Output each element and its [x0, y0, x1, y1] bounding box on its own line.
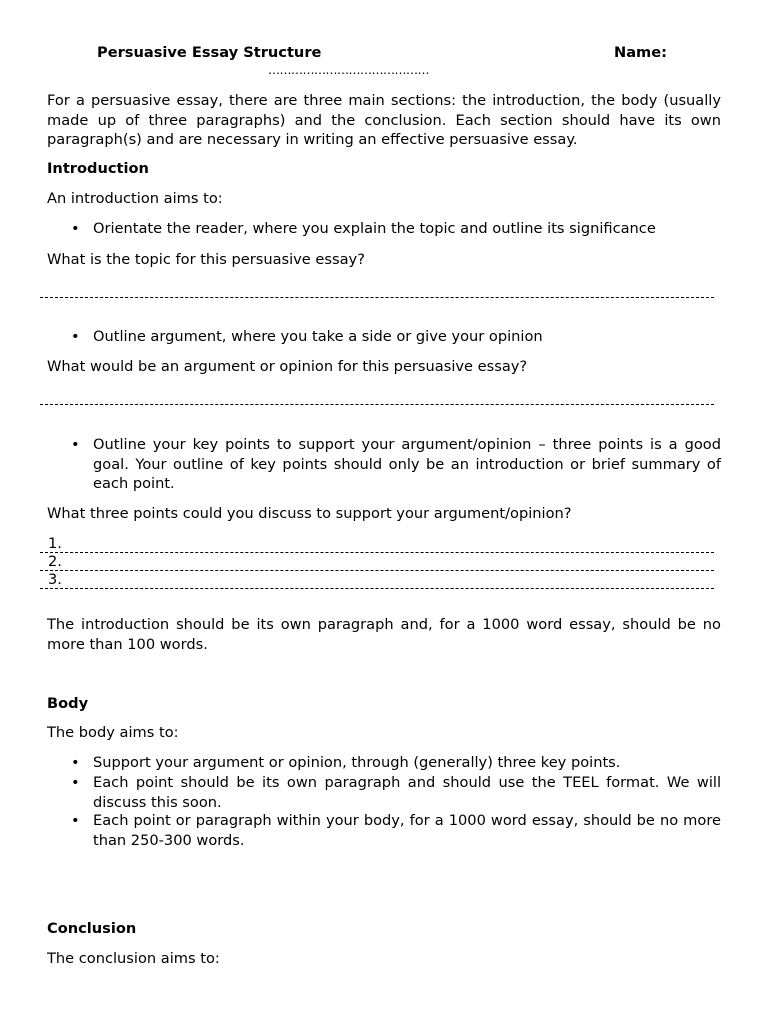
name-dotted-line: …………………………………… [268, 63, 429, 77]
intro-paragraph: For a persuasive essay, there are three main sections: the introduction, the body (usually made up of three paragraphs) and the conclusion. Each section should have its own paragraph(s) and are necessary in writing an effective persuasive essay. [47, 92, 721, 148]
introduction-closing: The introduction should be its own paragraph and, for a 1000 word essay, should be no more than 100 words. [47, 616, 721, 653]
conclusion-lead: The conclusion aims to: [47, 950, 220, 967]
question-topic: What is the topic for this persuasive essay? [47, 251, 365, 268]
point-number: 3. [48, 571, 62, 588]
body-bullet-teel [71, 773, 721, 812]
body-bullet-support [71, 753, 721, 773]
name-label: Name: [614, 44, 668, 61]
conclusion-heading: Conclusion [47, 920, 137, 937]
page-title: Persuasive Essay Structure [97, 44, 322, 61]
bullet-icon: • [71, 436, 80, 453]
body-heading: Body [47, 695, 89, 712]
bullet-text: Outline argument, where you take a side or give your opinion [93, 328, 543, 345]
answer-line-point-1[interactable] [40, 535, 714, 553]
introduction-lead: An introduction aims to: [47, 190, 223, 207]
question-three-points: What three points could you discuss to support your argument/opinion? [47, 505, 572, 522]
introduction-heading: Introduction [47, 160, 149, 177]
body-bullet-word-limit [71, 811, 721, 850]
answer-line-point-2[interactable] [40, 553, 714, 571]
intro-bullet-orientate [71, 219, 721, 239]
dashed-line [40, 588, 714, 589]
point-number: 1. [48, 535, 62, 552]
answer-line-argument[interactable] [40, 404, 714, 405]
point-number: 2. [48, 553, 62, 570]
bullet-icon: • [71, 812, 80, 829]
bullet-text: Orientate the reader, where you explain the topic and outline its significance [93, 220, 656, 237]
body-lead: The body aims to: [47, 724, 179, 741]
bullet-text: Each point or paragraph within your body, for a 1000 word essay, should be no more than 250-300 words. [93, 812, 721, 849]
answer-line-topic[interactable] [40, 297, 714, 298]
bullet-icon: • [71, 328, 80, 345]
bullet-text: Support your argument or opinion, through (generally) three key points. [93, 754, 621, 771]
answer-line-point-3[interactable] [40, 571, 714, 589]
bullet-icon: • [71, 774, 80, 791]
bullet-text: Each point should be its own paragraph and should use the TEEL format. We will discuss this soon. [93, 774, 721, 811]
bullet-icon: • [71, 754, 80, 771]
question-argument: What would be an argument or opinion for this persuasive essay? [47, 358, 528, 375]
bullet-icon: • [71, 220, 80, 237]
intro-bullet-key-points [71, 435, 721, 494]
intro-bullet-argument [71, 327, 721, 347]
bullet-text: Outline your key points to support your argument/opinion – three points is a good goal. Your outline of key points should only be an introduction or brief summary of each point. [93, 436, 721, 492]
